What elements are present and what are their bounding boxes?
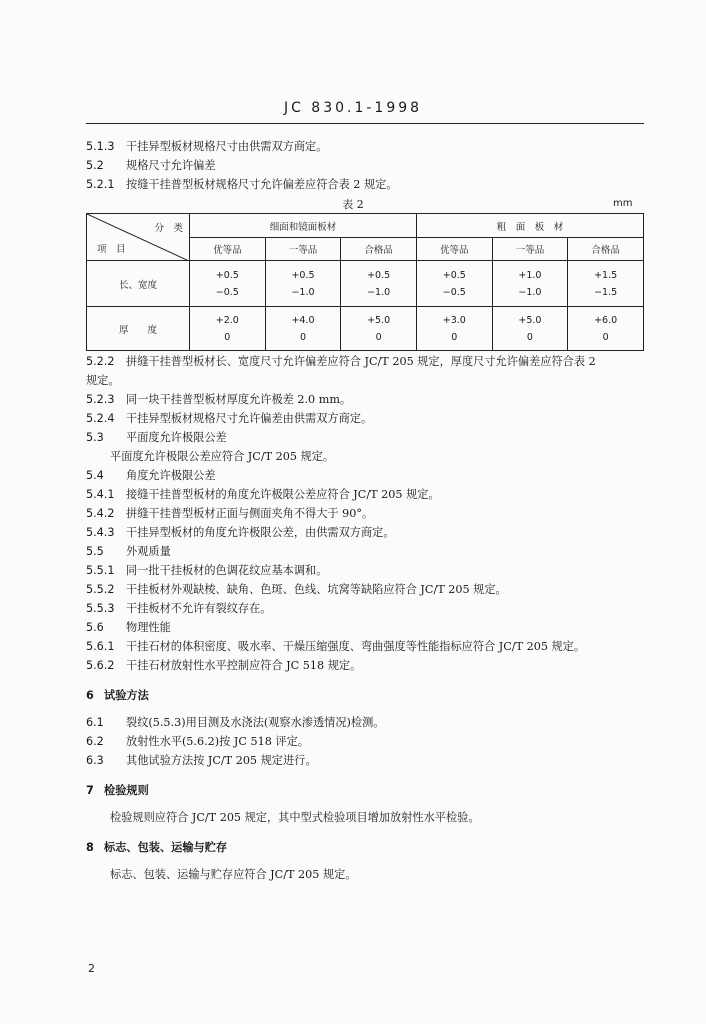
section-7-text: 检验规则应符合 JC/T 205 规定，其中型式检验项目增加放射性水平检验。 bbox=[110, 811, 480, 824]
clause-5-5-1: 5.5.1 同一批干挂板材的色调花纹应基本调和。 bbox=[86, 564, 328, 577]
clause-5-2-3: 5.2.3 同一块干挂普型板材厚度允许极差 2.0 mm。 bbox=[86, 393, 352, 406]
standard-header: JC 830.1-1998 bbox=[283, 100, 423, 116]
section-6-heading: 6 试验方法 bbox=[86, 688, 149, 702]
table-row bbox=[87, 307, 644, 351]
row-label: 厚 度 bbox=[87, 307, 190, 351]
grade-header: 合格品 bbox=[341, 238, 417, 261]
table-corner-cell bbox=[87, 214, 190, 261]
table-cell: +0.5 −1.0 bbox=[341, 261, 417, 307]
clause-5-4: 5.4 角度允许极限公差 bbox=[86, 469, 216, 482]
grade-header: 优等品 bbox=[416, 238, 492, 261]
clause-6-3: 6.3 其他试验方法按 JC/T 205 规定进行。 bbox=[86, 754, 317, 767]
clause-5-6-1: 5.6.1 干挂石材的体积密度、吸水率、干燥压缩强度、弯曲强度等性能指标应符合 JC/T 205 规定。 bbox=[86, 640, 586, 653]
clause-6-1: 6.1 裂纹(5.5.3)用目测及水浇法(观察水渗透情况)检测。 bbox=[86, 716, 385, 729]
page-number: 2 bbox=[88, 962, 95, 975]
row-label: 长、宽度 bbox=[87, 261, 190, 307]
clause-5-2: 5.2 规格尺寸允许偏差 bbox=[86, 159, 216, 172]
section-7-heading: 7 检验规则 bbox=[86, 783, 149, 797]
section-8-heading: 8 标志、包装、运输与贮存 bbox=[86, 840, 228, 854]
clause-5-5-2: 5.5.2 干挂板材外观缺棱、缺角、色斑、色线、坑窝等缺陷应符合 JC/T 205 规定。 bbox=[86, 583, 507, 596]
grade-header: 一等品 bbox=[492, 238, 568, 261]
table-cell: +0.5 −1.0 bbox=[265, 261, 341, 307]
clause-5-3-text: 平面度允许极限公差应符合 JC/T 205 规定。 bbox=[110, 450, 335, 463]
table-cell: +5.0 0 bbox=[492, 307, 568, 351]
table-row bbox=[87, 261, 644, 307]
group-header-rough: 粗 面 板 材 bbox=[416, 214, 643, 238]
table-cell: +1.5 −1.5 bbox=[568, 261, 644, 307]
table-cell: +0.5 −0.5 bbox=[416, 261, 492, 307]
table-cell: +0.5 −0.5 bbox=[190, 261, 266, 307]
table-caption: 表 2 bbox=[342, 198, 364, 211]
clause-5-2-2: 5.2.2 拼缝干挂普型板材长、宽度尺寸允许偏差应符合 JC/T 205 规定，厚度尺寸允许偏差应符合表 2 bbox=[86, 355, 596, 368]
clause-5-5: 5.5 外观质量 bbox=[86, 545, 171, 558]
table-unit: mm bbox=[613, 198, 633, 209]
clause-5-1-3: 5.1.3 干挂异型板材规格尺寸由供需双方商定。 bbox=[86, 140, 328, 153]
clause-5-6-2: 5.6.2 干挂石材放射性水平控制应符合 JC 518 规定。 bbox=[86, 659, 362, 672]
clause-5-5-3: 5.5.3 干挂板材不允许有裂纹存在。 bbox=[86, 602, 272, 615]
clause-5-6: 5.6 物理性能 bbox=[86, 621, 171, 634]
table-cell: +1.0 −1.0 bbox=[492, 261, 568, 307]
table-cell: +2.0 0 bbox=[190, 307, 266, 351]
clause-5-2-1: 5.2.1 按缝干挂普型板材规格尺寸允许偏差应符合表 2 规定。 bbox=[86, 178, 398, 191]
table-cell: +6.0 0 bbox=[568, 307, 644, 351]
group-header-fine: 细面和镜面板材 bbox=[190, 214, 417, 238]
corner-category-label: 分 类 bbox=[154, 223, 183, 234]
clause-5-4-1: 5.4.1 接缝干挂普型板材的角度允许极限公差应符合 JC/T 205 规定。 bbox=[86, 488, 440, 501]
clause-5-4-3: 5.4.3 干挂异型板材的角度允许极限公差，由供需双方商定。 bbox=[86, 526, 395, 539]
tolerance-table bbox=[86, 213, 644, 351]
clause-5-3: 5.3 平面度允许极限公差 bbox=[86, 431, 227, 444]
clause-5-4-2: 5.4.2 拼缝干挂普型板材正面与侧面夹角不得大于 90°。 bbox=[86, 507, 374, 520]
grade-header: 优等品 bbox=[190, 238, 266, 261]
table-cell: +4.0 0 bbox=[265, 307, 341, 351]
grade-header: 合格品 bbox=[568, 238, 644, 261]
header-rule bbox=[86, 123, 644, 124]
clause-5-2-2-cont: 规定。 bbox=[86, 374, 120, 387]
table-cell: +5.0 0 bbox=[341, 307, 417, 351]
grade-header: 一等品 bbox=[265, 238, 341, 261]
corner-item-label: 项 目 bbox=[97, 244, 126, 255]
table-cell: +3.0 0 bbox=[416, 307, 492, 351]
clause-6-2: 6.2 放射性水平(5.6.2)按 JC 518 评定。 bbox=[86, 735, 309, 748]
clause-5-2-4: 5.2.4 干挂异型板材规格尺寸允许偏差由供需双方商定。 bbox=[86, 412, 373, 425]
section-8-text: 标志、包装、运输与贮存应符合 JC/T 205 规定。 bbox=[110, 868, 357, 881]
